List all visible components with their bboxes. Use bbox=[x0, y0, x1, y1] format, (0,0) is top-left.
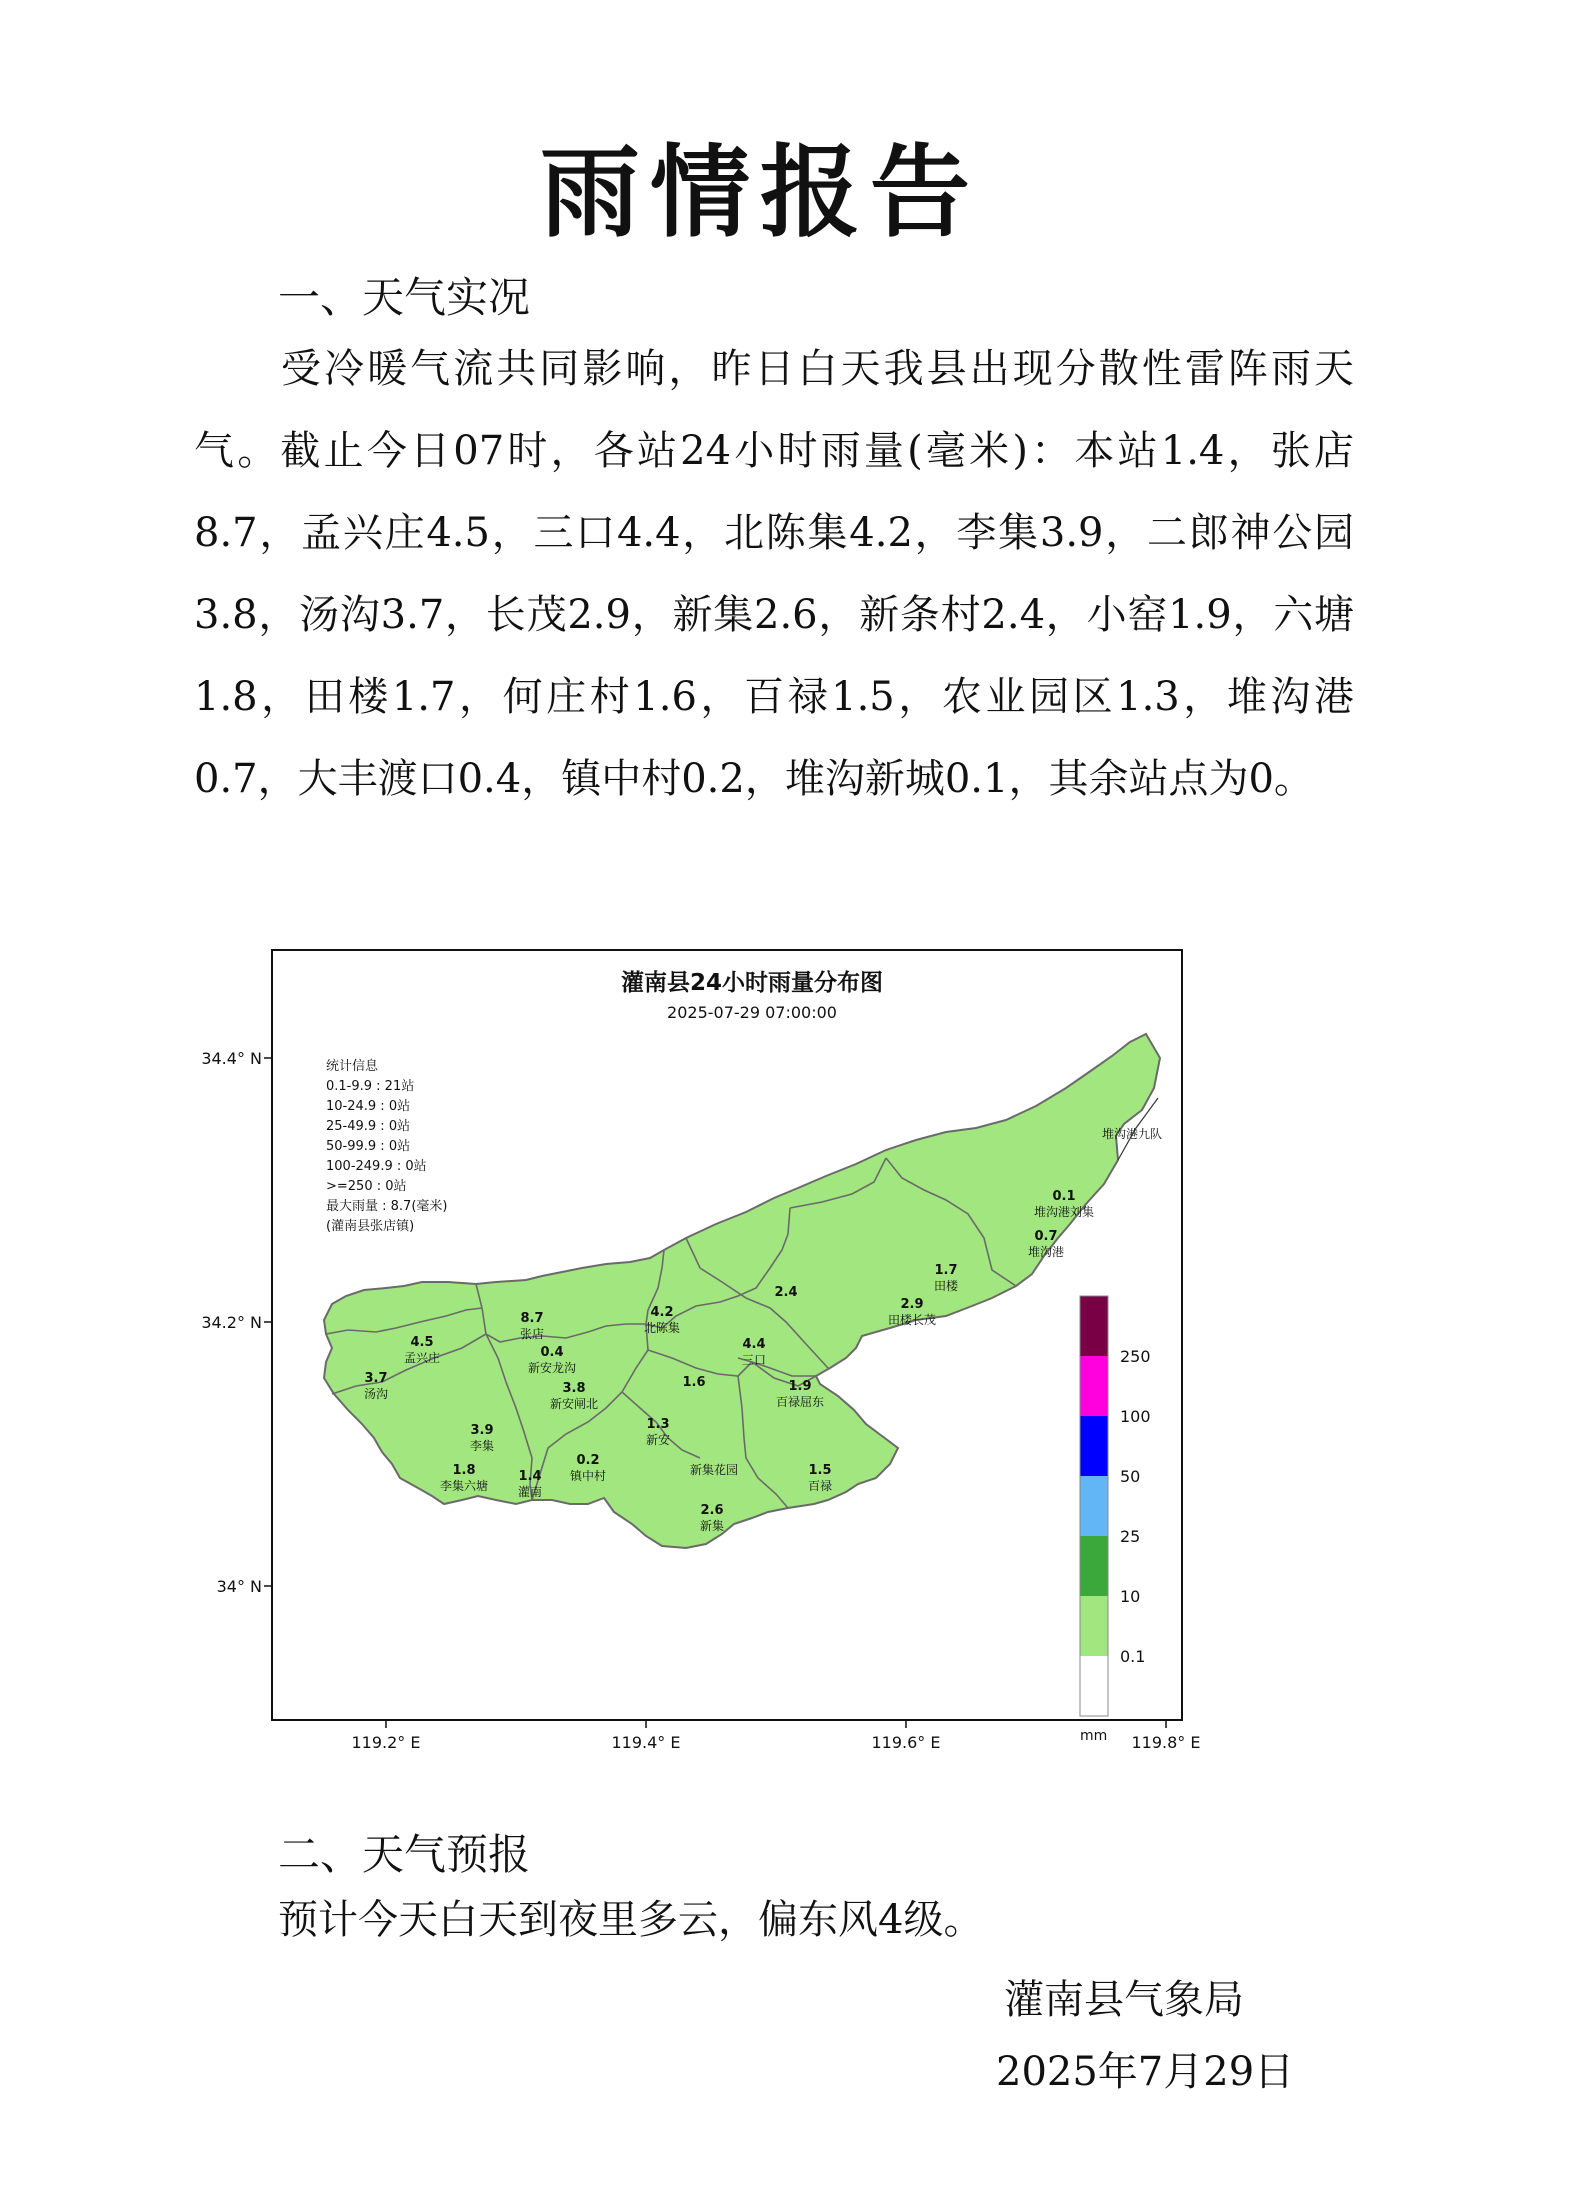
legend-label: 50 bbox=[1120, 1467, 1141, 1486]
station-name: 新集 bbox=[699, 1519, 725, 1533]
section-heading-weather: 一、天气实况 bbox=[278, 273, 531, 322]
legend-swatch bbox=[1080, 1476, 1108, 1536]
legend-swatch bbox=[1080, 1416, 1108, 1476]
station-value: 3.7 bbox=[364, 1371, 388, 1386]
rainfall-map bbox=[186, 938, 1216, 1798]
legend-swatch bbox=[1080, 1356, 1108, 1416]
station-name: 新集花园 bbox=[689, 1463, 739, 1477]
rainfall-map-figure bbox=[186, 938, 1216, 1798]
station-value: 1.7 bbox=[934, 1263, 958, 1278]
stats-line: 50-99.9 : 0站 bbox=[326, 1139, 411, 1154]
stats-line: (灌南县张店镇) bbox=[326, 1219, 415, 1234]
station-value: 0.7 bbox=[1034, 1229, 1058, 1244]
station-value: 0.4 bbox=[540, 1345, 564, 1360]
weather-paragraph bbox=[194, 328, 1354, 820]
station-name: 汤沟 bbox=[363, 1387, 389, 1401]
legend-swatch bbox=[1080, 1596, 1108, 1656]
stats-line: >=250 : 0站 bbox=[326, 1179, 407, 1194]
legend-unit: mm bbox=[1080, 1728, 1108, 1744]
station-value: 1.3 bbox=[646, 1417, 670, 1432]
stats-line: 25-49.9 : 0站 bbox=[326, 1119, 411, 1134]
lat-tick-label: 34.2° N bbox=[201, 1313, 262, 1332]
report-title: 雨情报告 bbox=[540, 134, 980, 251]
station-value: 0.1 bbox=[1052, 1189, 1076, 1204]
legend-swatch bbox=[1080, 1296, 1108, 1356]
map-title: 灌南县24小时雨量分布图 bbox=[620, 970, 884, 996]
legend-label: 0.1 bbox=[1120, 1647, 1146, 1666]
station-name: 田楼长茂 bbox=[887, 1313, 937, 1327]
station-value: 2.6 bbox=[700, 1503, 724, 1518]
lon-axis bbox=[352, 1720, 1201, 1752]
legend-label: 10 bbox=[1120, 1587, 1141, 1606]
station-value: 2.9 bbox=[900, 1297, 924, 1312]
stats-line: 0.1-9.9 : 21站 bbox=[326, 1079, 415, 1094]
station-value: 2.4 bbox=[774, 1285, 798, 1300]
issuing-office: 灌南县气象局 bbox=[1004, 1977, 1244, 2023]
stats-line: 10-24.9 : 0站 bbox=[326, 1099, 411, 1114]
lon-tick-label: 119.2° E bbox=[351, 1733, 421, 1752]
issue-date: 2025年7月29日 bbox=[996, 2049, 1295, 2095]
legend-label: 25 bbox=[1120, 1527, 1141, 1546]
station-name: 李集 bbox=[469, 1439, 495, 1453]
station-value: 1.5 bbox=[808, 1463, 832, 1478]
station-value: 4.4 bbox=[742, 1337, 766, 1352]
station-name: 张店 bbox=[519, 1327, 545, 1341]
legend-label: 100 bbox=[1120, 1407, 1151, 1426]
stats-title: 统计信息 bbox=[326, 1059, 379, 1074]
lon-tick-label: 119.6° E bbox=[871, 1733, 941, 1752]
station-value: 1.4 bbox=[518, 1469, 542, 1484]
legend-label: 250 bbox=[1120, 1347, 1151, 1366]
map-subtitle: 2025-07-29 07:00:00 bbox=[667, 1003, 837, 1022]
station-name: 百禄屈东 bbox=[775, 1395, 825, 1409]
station-name: 新安 bbox=[645, 1433, 671, 1447]
station-value: 8.7 bbox=[520, 1311, 544, 1326]
station-value: 4.2 bbox=[650, 1305, 674, 1320]
station-name: 田楼 bbox=[933, 1279, 959, 1293]
station-name: 三口 bbox=[741, 1353, 767, 1367]
station-name: 百禄 bbox=[807, 1479, 833, 1493]
station-name: 堆沟港 bbox=[1027, 1245, 1065, 1259]
legend-swatch bbox=[1080, 1656, 1108, 1716]
lon-tick-label: 119.8° E bbox=[1131, 1733, 1201, 1752]
station-value: 1.8 bbox=[452, 1463, 476, 1478]
legend-swatch bbox=[1080, 1536, 1108, 1596]
station-name: 新安龙沟 bbox=[527, 1361, 577, 1375]
station-value: 4.5 bbox=[410, 1335, 434, 1350]
stats-line: 100-249.9 : 0站 bbox=[326, 1159, 427, 1174]
station-name: 孟兴庄 bbox=[403, 1351, 441, 1365]
station-name: 李集六塘 bbox=[439, 1479, 489, 1493]
station-name: 新安闸北 bbox=[549, 1397, 599, 1411]
station-value: 3.9 bbox=[470, 1423, 494, 1438]
station-value: 0.2 bbox=[576, 1453, 600, 1468]
station-name: 堆沟港九队 bbox=[1101, 1127, 1163, 1141]
lon-tick-label: 119.4° E bbox=[611, 1733, 681, 1752]
lat-axis bbox=[201, 1049, 272, 1596]
weather-text: 受冷暖气流共同影响，昨日白天我县出现分散性雷阵雨天气。截止今日07时，各站24小时雨量(毫米)：本站1.4，张店8.7，孟兴庄4.5，三口4.4，北陈集4.2，李集3.9，二郎神公园3.8，汤沟3.7，长茂2.9，新集2.6，新条村2.4，小窑1.9，六塘1.8，田楼1.7，何庄村1.6，百禄1.5，农业园区1.3，堆沟港0.7，大丰渡口0.4，镇中村0.2，堆沟新城0.1，其余站点为0。 bbox=[194, 346, 1354, 802]
station-name: 镇中村 bbox=[569, 1469, 607, 1483]
section-heading-forecast: 二、天气预报 bbox=[278, 1830, 531, 1879]
station-name: 灌南 bbox=[517, 1485, 543, 1499]
station-name: 北陈集 bbox=[643, 1321, 681, 1335]
station-value: 1.9 bbox=[788, 1379, 812, 1394]
stats-line: 最大雨量 : 8.7(毫米) bbox=[326, 1199, 448, 1214]
forecast-text: 预计今天白天到夜里多云，偏东风4级。 bbox=[278, 1897, 984, 1943]
lat-tick-label: 34.4° N bbox=[201, 1049, 262, 1068]
lat-tick-label: 34° N bbox=[216, 1577, 262, 1596]
station-value: 3.8 bbox=[562, 1381, 586, 1396]
station-name: 堆沟港刘集 bbox=[1033, 1205, 1095, 1219]
station-value: 1.6 bbox=[682, 1375, 706, 1390]
